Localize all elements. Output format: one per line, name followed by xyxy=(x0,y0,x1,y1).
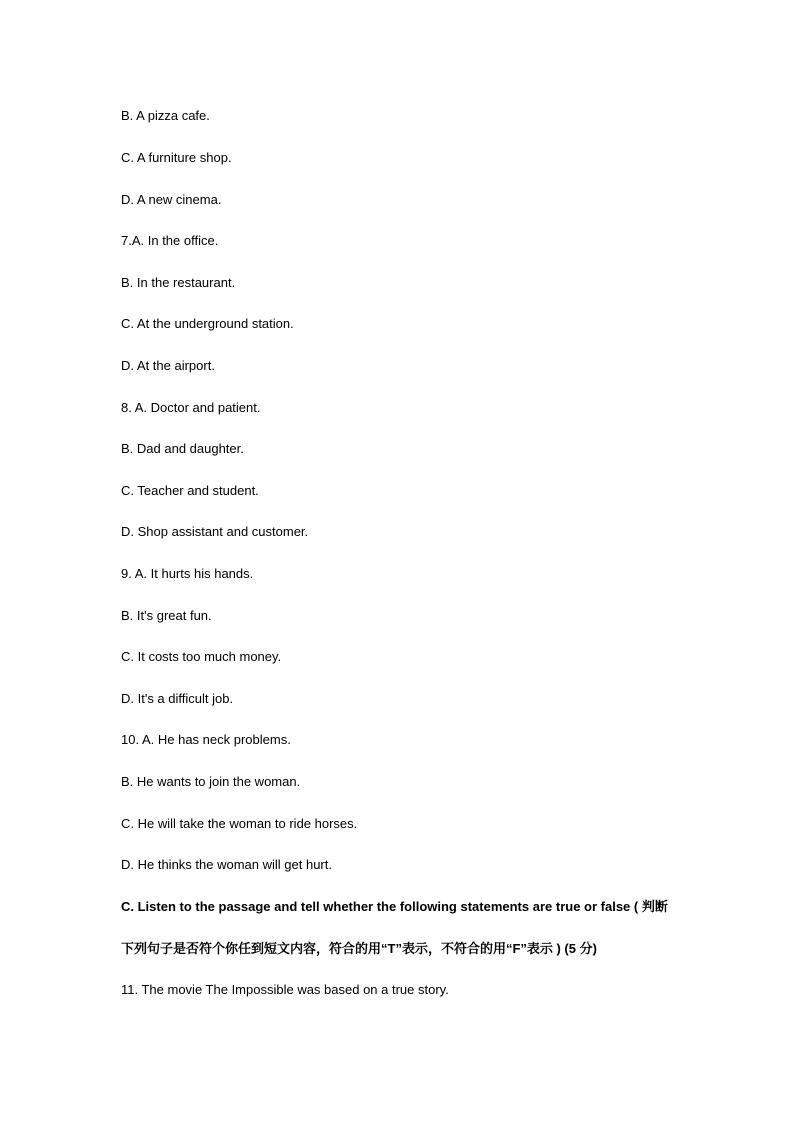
option-5b: B. A pizza cafe. xyxy=(121,108,210,123)
option-8c: C. Teacher and student. xyxy=(121,483,259,498)
option-8d: D. Shop assistant and customer. xyxy=(121,524,309,539)
option-5c: C. A furniture shop. xyxy=(121,150,232,165)
option-7d: D. At the airport. xyxy=(121,358,215,373)
question-7-option-a: 7.A. In the office. xyxy=(121,233,219,248)
section-c-heading-continued: 下列句子是否符个你任到短文内容，符合的用“T”表示，不符合的用“F”表示 ) (5 分) xyxy=(121,941,597,956)
option-8b: B. Dad and daughter. xyxy=(121,441,244,456)
question-8-option-a: 8. A. Doctor and patient. xyxy=(121,400,261,415)
question-10-option-a: 10. A. He has neck problems. xyxy=(121,732,291,747)
option-5d: D. A new cinema. xyxy=(121,192,222,207)
option-10c: C. He will take the woman to ride horses. xyxy=(121,816,358,831)
option-10b: B. He wants to join the woman. xyxy=(121,774,301,789)
option-7b: B. In the restaurant. xyxy=(121,275,236,290)
option-9d: D. It's a difficult job. xyxy=(121,691,234,706)
statement-11: 11. The movie The Impossible was based on a true story. xyxy=(121,982,449,997)
option-9b: B. It's great fun. xyxy=(121,608,212,623)
option-10d: D. He thinks the woman will get hurt. xyxy=(121,857,332,872)
option-7c: C. At the underground station. xyxy=(121,316,294,331)
option-9c: C. It costs too much money. xyxy=(121,649,282,664)
section-c-heading: C. Listen to the passage and tell whether the following statements are true or false ( 判断 xyxy=(121,899,668,914)
question-9-option-a: 9. A. It hurts his hands. xyxy=(121,566,254,581)
